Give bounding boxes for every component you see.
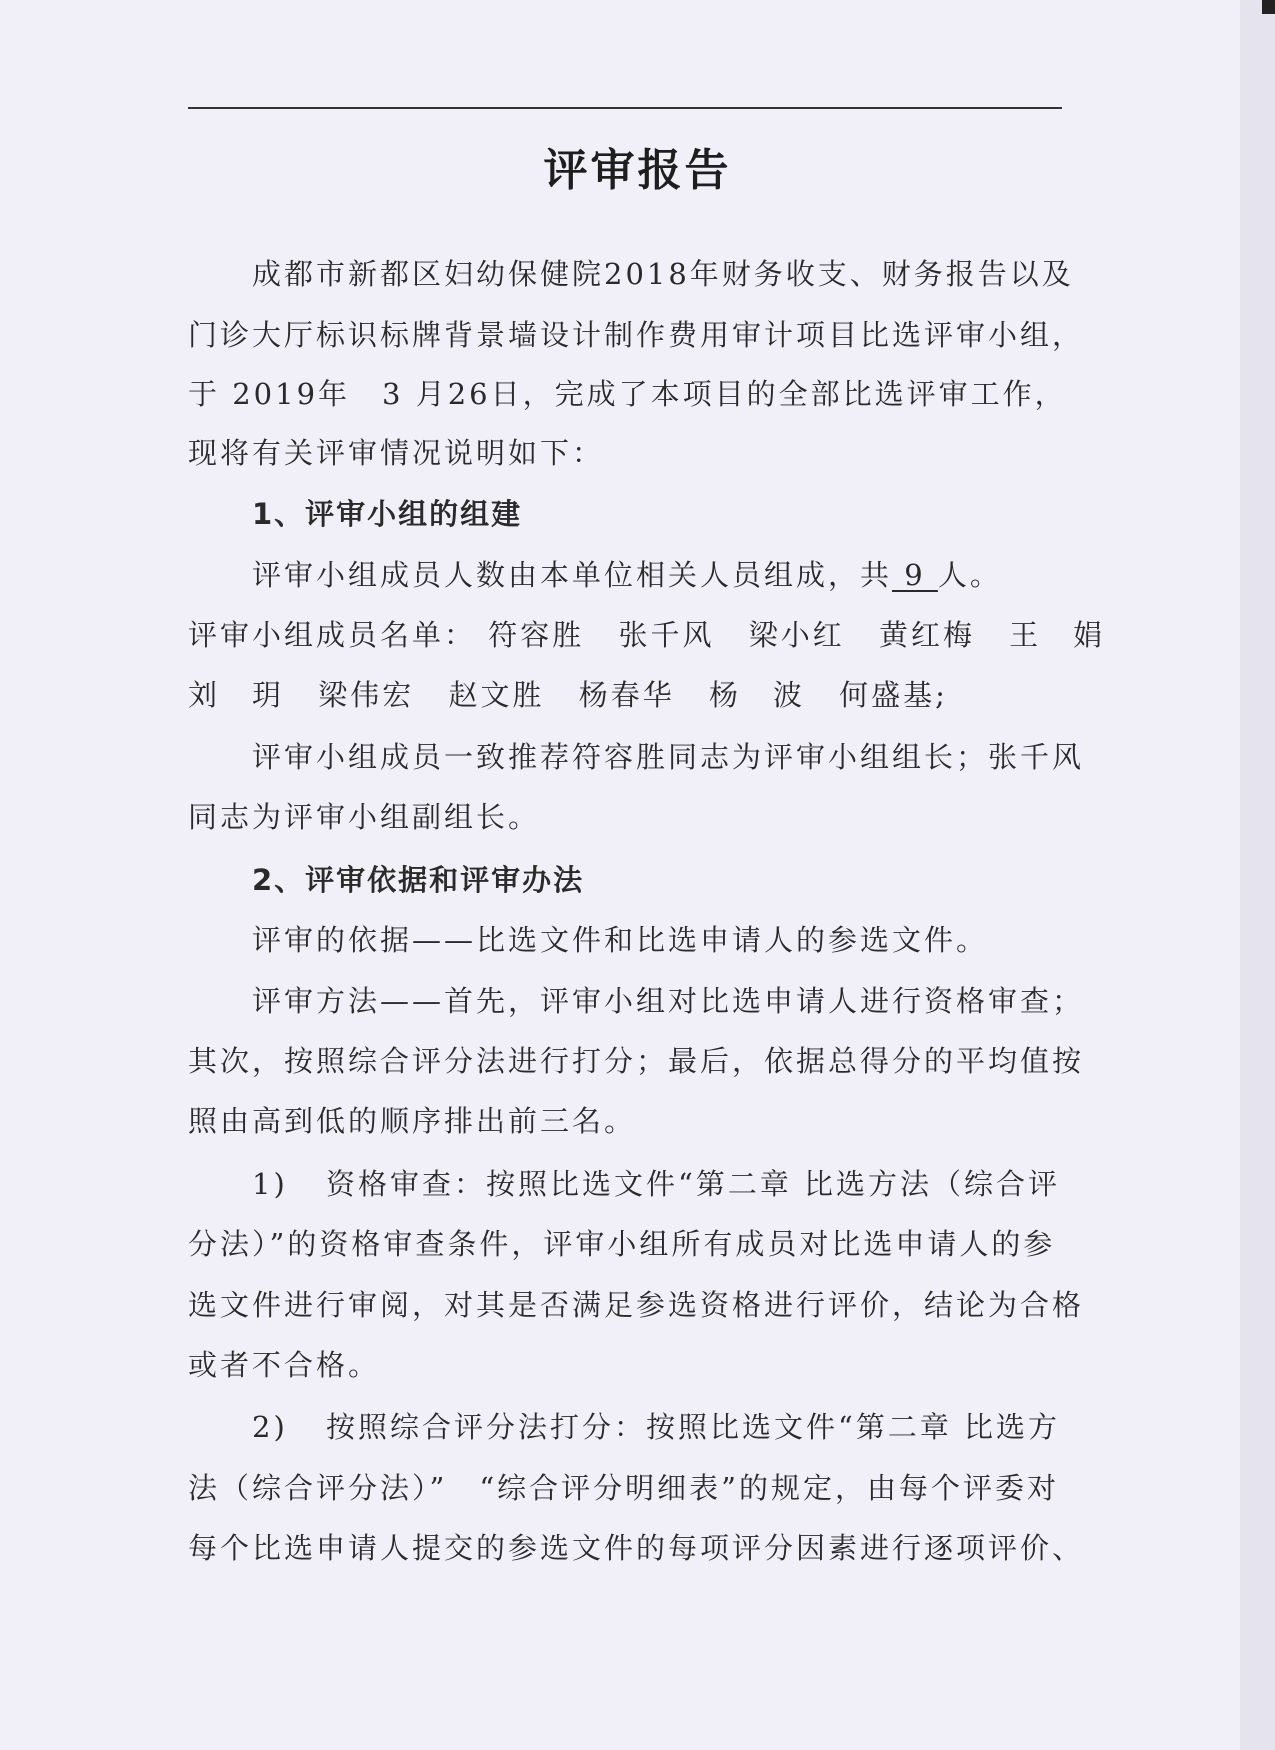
section-1-heading: 1、评审小组的组建 (252, 497, 523, 531)
leader-line-2: 同志为评审小组副组长。 (188, 800, 541, 834)
scan-corner-mark (1262, 0, 1275, 14)
method-line-2: 其次，按照综合评分法进行打分；最后，依据总得分的平均值按 (188, 1044, 1085, 1078)
member-count-suffix: 人。 (937, 558, 1002, 592)
item-2-number: 2) (252, 1410, 288, 1444)
member-name: 赵文胜 (448, 678, 545, 712)
member-name: 何盛基; (839, 678, 948, 712)
item-1-text: 资格审查：按照比选文件“第二章 比选方法（综合评 (326, 1167, 1061, 1201)
method-line-3: 照由高到低的顺序排出前三名。 (188, 1104, 637, 1138)
basis-line: 评审的依据——比选文件和比选申请人的参选文件。 (252, 923, 989, 957)
item-2-text: 按照综合评分法打分：按照比选文件“第二章 比选方 (326, 1410, 1061, 1444)
member-name: 杨春华 (578, 678, 675, 712)
item-1-number: 1) (252, 1167, 288, 1201)
method-line-1: 评审方法——首先，评审小组对比选申请人进行资格审查； (252, 984, 1085, 1018)
member-name: 梁小红 (748, 618, 845, 652)
member-count-line (252, 555, 1068, 595)
header-rule (188, 107, 1062, 109)
member-count: 9 (892, 558, 938, 592)
member-name: 黄红梅 (878, 618, 975, 652)
intro-line-3: 于 2019年 3 月26日，完成了本项目的全部比选评审工作， (188, 377, 1067, 411)
item-2-line-1 (252, 1407, 1068, 1447)
member-name: 刘 玥 (188, 678, 285, 712)
leader-line-1: 评审小组成员一致推荐符容胜同志为评审小组组长；张千风 (252, 740, 1085, 774)
intro-line-2: 门诊大厅标识标牌背景墙设计制作费用审计项目比选评审小组， (188, 318, 1085, 352)
intro-line-4: 现将有关评审情况说明如下： (188, 436, 605, 470)
member-name: 张千风 (618, 618, 715, 652)
document-title: 评审报告 (543, 145, 732, 196)
members-line-1 (188, 615, 1106, 655)
members-label: 评审小组成员名单： (188, 618, 477, 652)
member-name: 杨 波 (708, 678, 805, 712)
scan-edge (1240, 0, 1275, 1750)
members-line-2 (188, 675, 1068, 715)
member-name: 符容胜 (488, 618, 585, 652)
member-name: 王 娟 (1009, 618, 1106, 652)
member-count-prefix: 评审小组成员人数由本单位相关人员组成，共 (252, 558, 893, 592)
item-2-line-2: 法（综合评分法）” “综合评分明细表”的规定，由每个评委对 (188, 1471, 1059, 1505)
item-1-line-2: 分法）”的资格审查条件，评审小组所有成员对比选申请人的参 (188, 1227, 1056, 1261)
section-2-heading: 2、评审依据和评审办法 (252, 863, 585, 897)
item-1-line-4: 或者不合格。 (188, 1348, 381, 1382)
item-1-line-1 (252, 1164, 1068, 1204)
member-name: 梁伟宏 (318, 678, 415, 712)
intro-line-1: 成都市新都区妇幼保健院2018年财务收支、财务报告以及 (252, 257, 1074, 291)
item-1-line-3: 选文件进行审阅，对其是否满足参选资格进行评价，结论为合格 (188, 1288, 1085, 1322)
item-2-line-3: 每个比选申请人提交的参选文件的每项评分因素进行逐项评价、 (188, 1531, 1085, 1565)
